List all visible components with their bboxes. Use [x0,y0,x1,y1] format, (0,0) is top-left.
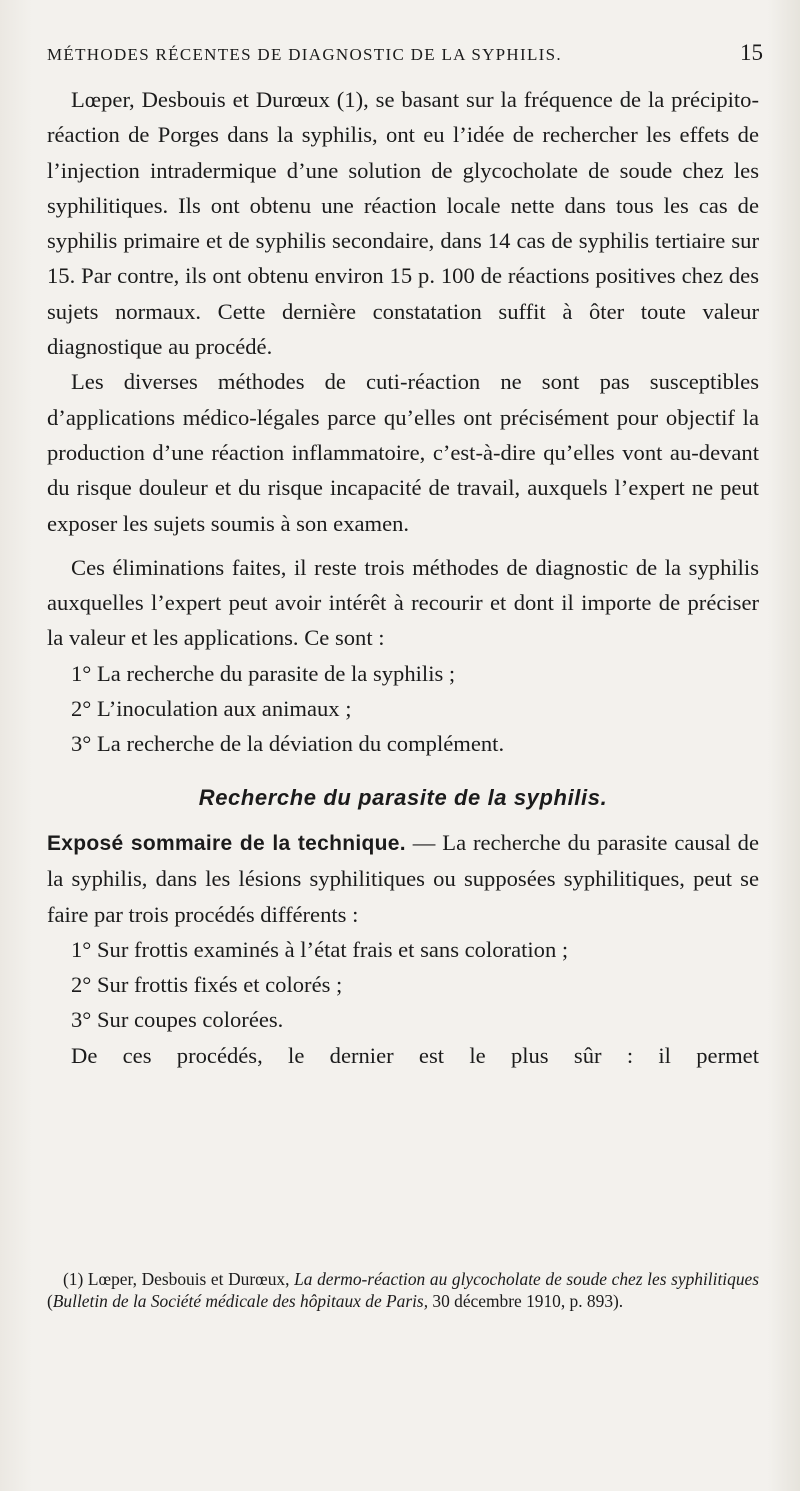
footnote [47,1268,759,1312]
paragraph-dermo-reaction: Lœper, Desbouis et Durœux (1), se basant sur la fréquence de la précipito-réaction de Porges dans la syphilis, ont eu l’idée de rechercher les effets de l’injection intradermique d’une solution de glycocholate de soude chez les syphilitiques. Ils ont obtenu une réaction locale nette dans tous les cas de syphilis primaire et de syphilis secondaire, dans 14 cas de syphilis tertiaire sur 15. Par contre, ils ont obtenu environ 15 p. 100 de réactions positives chez des sujets normaux. Cette dernière constatation suffit à ôter toute valeur diagnostique au procédé. [47,87,759,360]
footnote-article-title: La dermo-réaction au glycocholate de soude chez les syphilitiques [294,1269,759,1289]
running-header [47,40,763,76]
paragraph-technique [47,825,759,932]
list-item: 3° La recherche de la déviation du complément. [71,731,505,757]
page-number: 15 [740,40,763,65]
running-title: MÉTHODES RÉCENTES DE DIAGNOSTIC DE LA SYPHILIS. [47,45,562,64]
paragraph-cuti-reaction: Les diverses méthodes de cuti-réaction ne sont pas susceptibles d’applications médico-légales parce qu’elles ont précisément pour objectif la production d’une réaction inflammatoire, c’est-à-dire qu’elles vont au-devant du risque douleur et du risque incapacité de travail, auxquels l’expert ne peut exposer les sujets soumis à son examen. [47,369,759,536]
list-item: 1° Sur frottis examinés à l’état frais et sans coloration ; [71,936,569,962]
list-item: 2° Sur frottis fixés et colorés ; [71,972,343,998]
technique-lead: Exposé sommaire de la technique. [47,831,406,855]
footnote-journal: Bulletin de la Société médicale des hôpitaux de Paris, [52,1291,429,1312]
page-body [47,82,759,1073]
technique-text: — La recherche du parasite causal de la syphilis, dans les lésions syphilitiques ou supposées syphilitiques, peut se faire par trois procédés différents : [47,829,759,927]
paragraph-eliminations: Ces éliminations faites, il reste trois méthodes de diagnostic de la syphilis auxquelles l’expert peut avoir intérêt à recourir et dont il importe de préciser la valeur et les applications. Ce sont : [47,554,759,651]
footnote-authors: Lœper, Desbouis et Durœux, [83,1269,295,1289]
procedures-list [47,932,759,1038]
section-title: Recherche du parasite de la syphilis. [198,784,608,810]
footnote-details: 30 décembre 1910, p. 893). [428,1291,624,1312]
list-item: 3° Sur coupes colorées. [71,1007,284,1033]
paragraph-closing: De ces procédés, le dernier est le plus sûr : il permet [71,1042,759,1068]
list-item: 2° L’inoculation aux animaux ; [71,696,352,722]
footnote-open-paren: ( [47,1291,53,1312]
list-item: 1° La recherche du parasite de la syphilis ; [71,660,456,686]
footnote-marker: (1) [63,1269,84,1289]
methods-list [47,656,759,762]
